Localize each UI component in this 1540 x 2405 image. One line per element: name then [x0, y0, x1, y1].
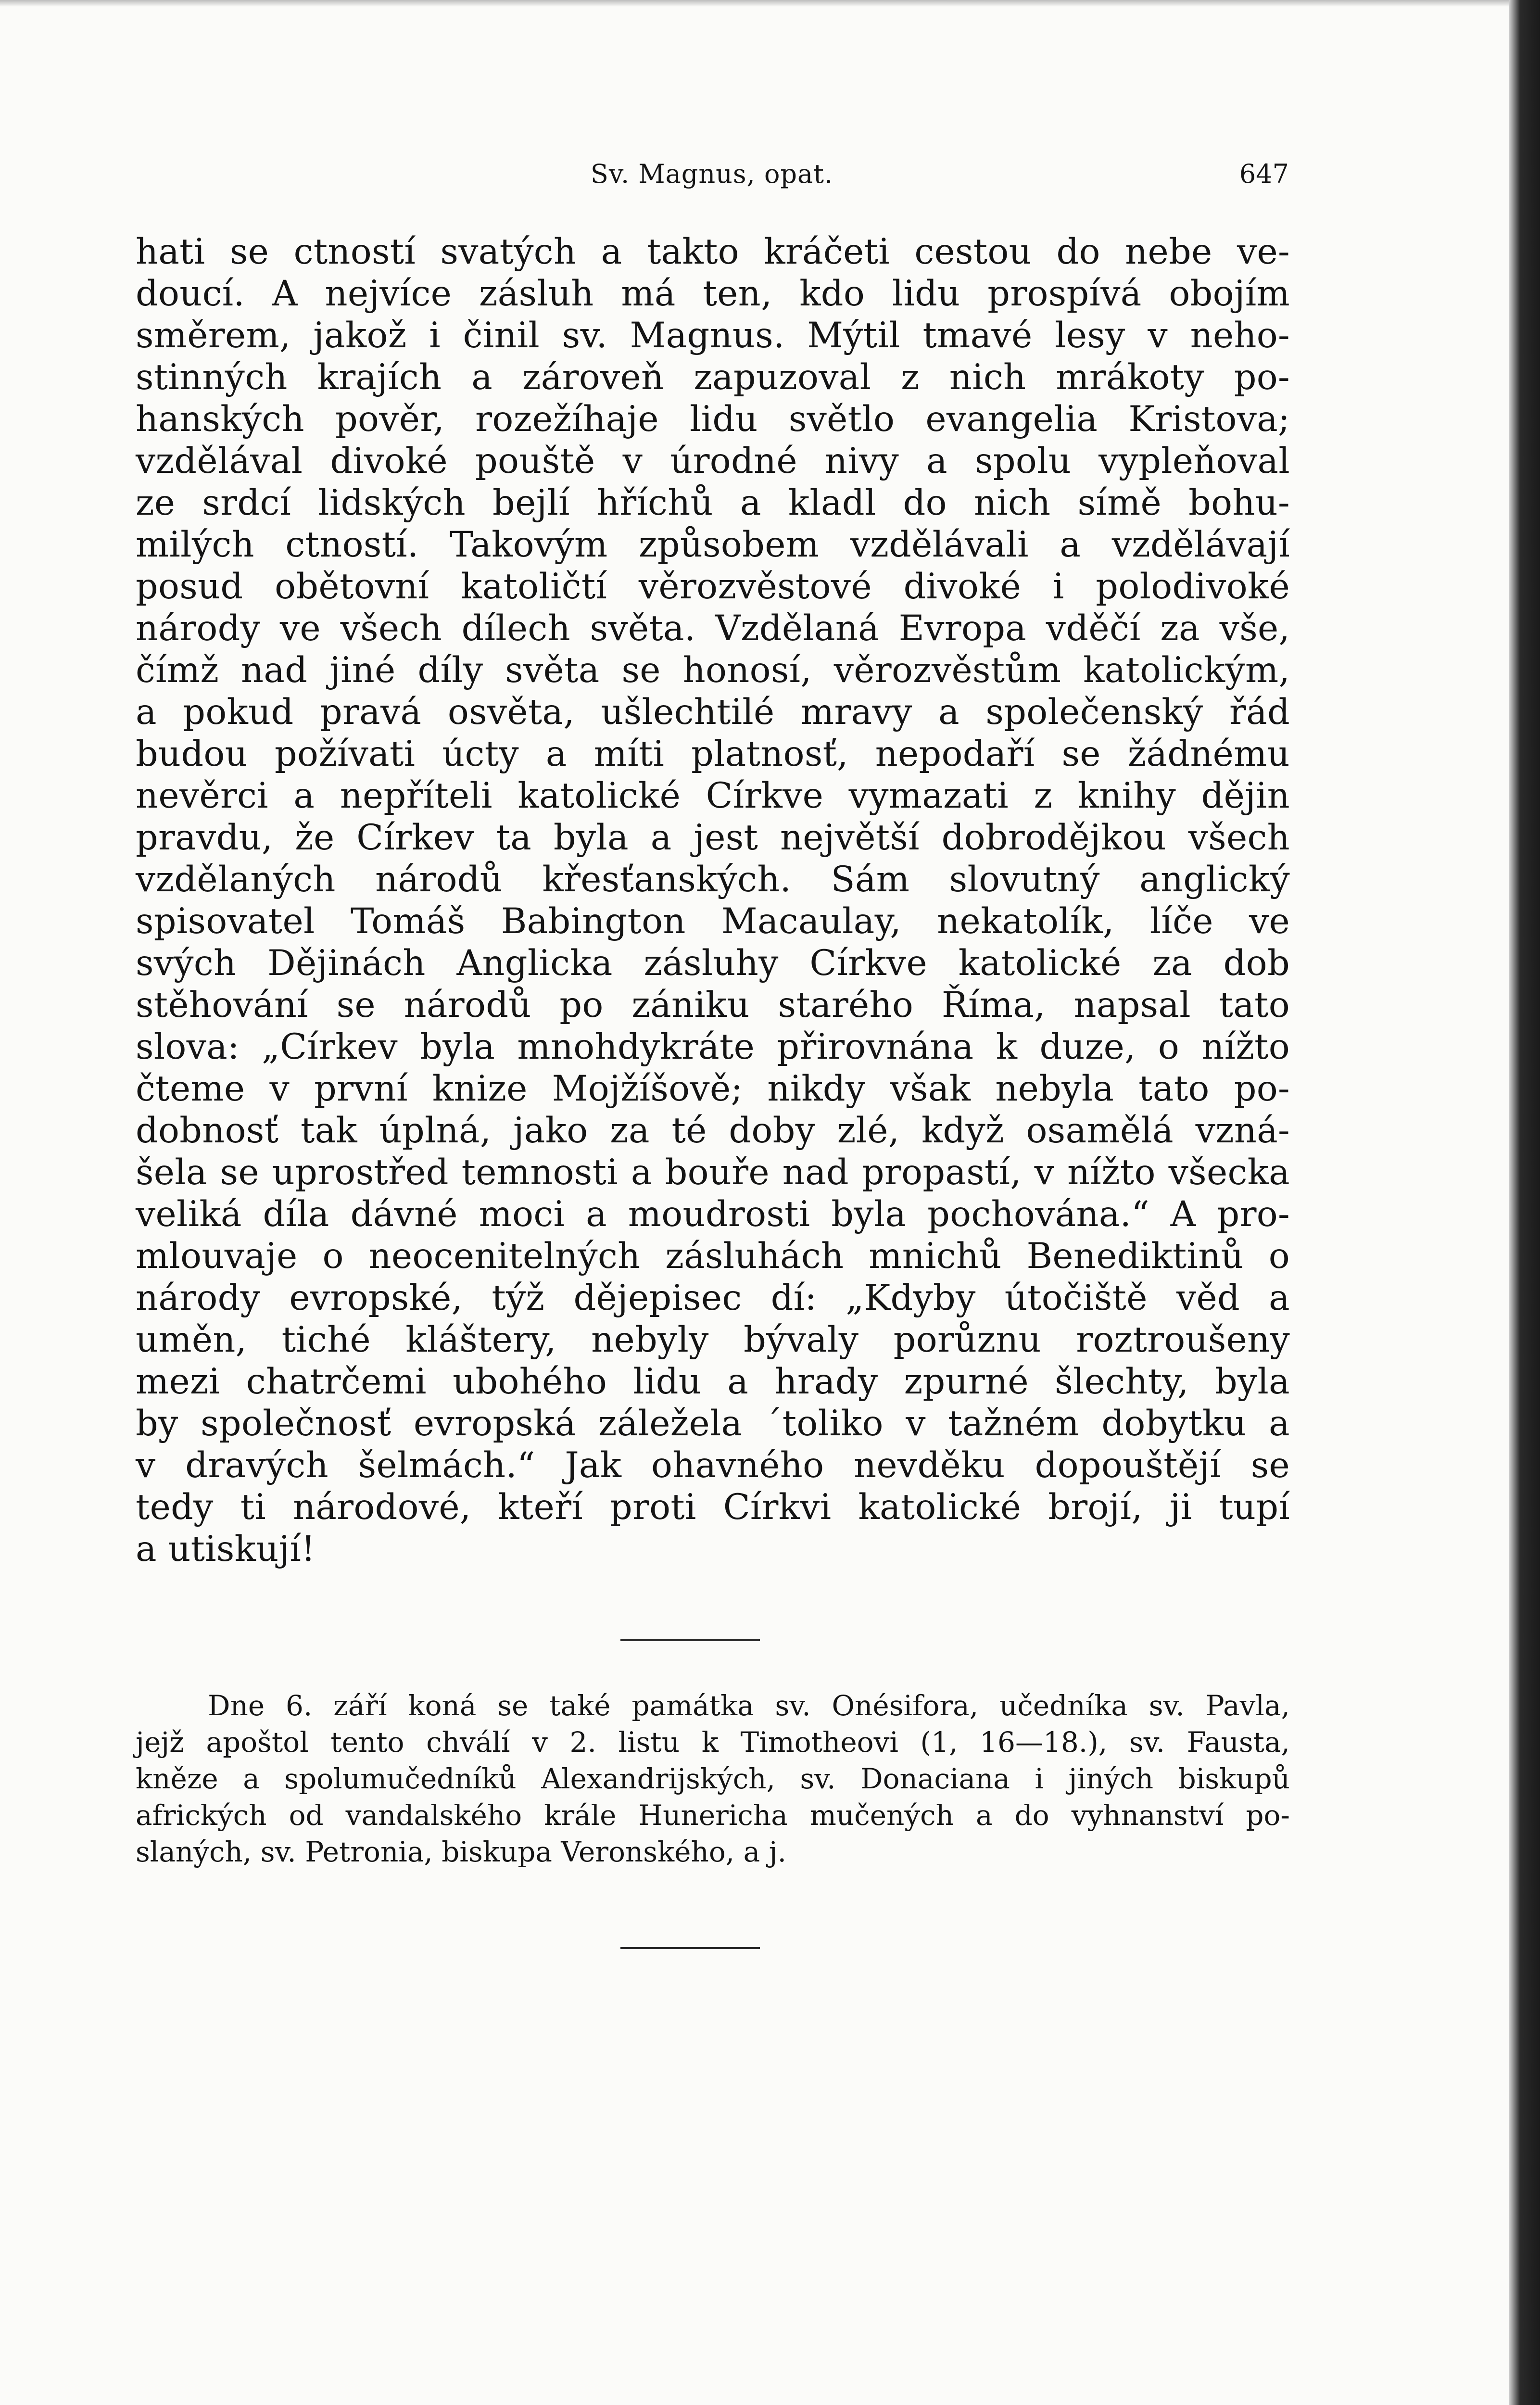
note-line: afrických od vandalského krále Hunericha mučených a do vyhnanství po- — [136, 1799, 1290, 1832]
running-head-title: Sv. Magnus, opat. — [590, 159, 833, 189]
text-line: vzdělaných národů křesťanských. Sám slovutný anglický — [136, 859, 1290, 900]
text-line: slova: „Církev byla mnohdykráte přirovnána k duze, o nížto — [136, 1026, 1290, 1067]
scan-right-edge — [1509, 0, 1540, 2405]
text-line: stinných krajích a zároveň zapuzoval z nich mrákoty po- — [136, 357, 1290, 398]
text-line: uměn, tiché kláštery, nebyly bývaly porůznu roztroušeny — [136, 1319, 1290, 1360]
text-line: stěhování se národů po zániku starého Říma, napsal tato — [136, 985, 1290, 1025]
feast-note — [136, 1687, 1290, 1870]
running-head — [135, 159, 1289, 197]
text-line: tedy ti národové, kteří proti Církvi katolické brojí, ji tupí — [136, 1487, 1290, 1528]
text-line: budou požívati úcty a míti platnosť, nepodaří se žádnému — [136, 734, 1290, 774]
note-line: Dne 6. září koná se také památka sv. Onésifora, učedníka sv. Pavla, — [208, 1689, 1290, 1722]
note-line: kněze a spolumučedníků Alexandrijských, sv. Donaciana i jiných biskupů — [136, 1762, 1290, 1795]
end-divider — [620, 1947, 760, 1949]
text-line: v dravých šelmách.“ Jak ohavného nevděku dopouštějí se — [136, 1445, 1290, 1486]
note-line: jejž apoštol tento chválí v 2. listu k Timotheovi (1, 16—18.), sv. Fausta, — [136, 1726, 1290, 1759]
text-line: směrem, jakož i činil sv. Magnus. Mýtil tmavé lesy v neho- — [136, 315, 1290, 356]
text-line: dobnosť tak úplná, jako za té doby zlé, když osamělá vzná- — [136, 1110, 1290, 1151]
scan-top-shadow — [0, 0, 1540, 7]
text-line: hati se ctností svatých a takto kráčeti cestou do nebe ve- — [136, 231, 1290, 272]
text-line: nevěrci a nepříteli katolické Církve vymazati z knihy dějin — [136, 775, 1290, 816]
text-line: a pokud pravá osvěta, ušlechtilé mravy a společenský řád — [136, 692, 1290, 733]
section-divider — [620, 1639, 760, 1641]
page-number: 647 — [1239, 159, 1289, 189]
text-line: ze srdcí lidských bejlí hříchů a kladl do nich símě bohu- — [136, 482, 1290, 523]
text-line: vzdělával divoké pouště v úrodné nivy a spolu vypleňoval — [136, 441, 1290, 481]
text-line: hanských pověr, rozežíhaje lidu světlo evangelia Kristova; — [136, 399, 1290, 440]
text-line: posud obětovní katoličtí věrozvěstové divoké i polodivoké — [136, 566, 1290, 607]
text-line: národy ve všech dílech světa. Vzdělaná Evropa vděčí za vše, — [136, 608, 1290, 649]
text-line: milých ctností. Takovým způsobem vzdělávali a vzdělávají — [136, 524, 1290, 565]
text-line: mezi chatrčemi ubohého lidu a hrady zpurné šlechty, byla — [136, 1361, 1290, 1402]
text-line: doucí. A nejvíce zásluh má ten, kdo lidu prospívá obojím — [136, 273, 1290, 314]
text-line: národy evropské, týž dějepisec dí: „Kdyby útočiště věd a — [136, 1278, 1290, 1318]
text-line: čímž nad jiné díly světa se honosí, věrozvěstům katolickým, — [136, 650, 1290, 691]
text-line: šela se uprostřed temnosti a bouře nad propastí, v nížto všecka — [136, 1152, 1290, 1193]
note-line: slaných, sv. Petronia, biskupa Veronského, a j. — [136, 1835, 787, 1868]
text-line: veliká díla dávné moci a moudrosti byla pochována.“ A pro- — [136, 1194, 1290, 1235]
main-text — [136, 231, 1290, 1570]
text-line: pravdu, že Církev ta byla a jest největší dobrodějkou všech — [136, 817, 1290, 858]
text-line: mlouvaje o neocenitelných zásluhách mnichů Benediktinů o — [136, 1236, 1290, 1277]
text-line: by společnosť evropská záležela ´toliko v tažném dobytku a — [136, 1403, 1290, 1444]
text-line: čteme v první knize Mojžíšově; nikdy však nebyla tato po- — [136, 1068, 1290, 1109]
text-line: svých Dějinách Anglicka zásluhy Církve katolické za dob — [136, 943, 1290, 984]
text-line: a utiskují! — [136, 1529, 316, 1570]
text-line: spisovatel Tomáš Babington Macaulay, nekatolík, líče ve — [136, 901, 1290, 942]
